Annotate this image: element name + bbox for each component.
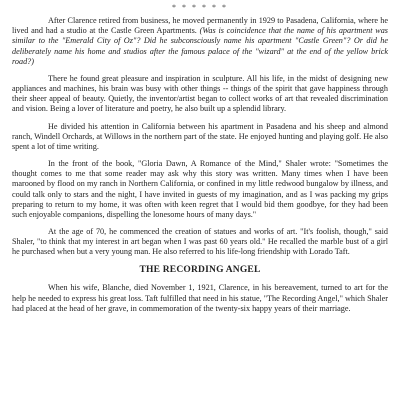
paragraph-gloria-dawn: In the front of the book, "Gloria Dawn, A Romance of the Mind," Shaler wrote: "Sometimes the thought comes to me that some reader may ask why this story was written. Many times when I have been marooned by flood on my ranch in Northern California, or confined in my little redwood bungalow by illness, and could talk only to stars and the night, I have invited in guests of my imagination, and as I was packing my grips preparing to return to my home, it was often with keen regret that I would bid them goodbye, for they had been such enjoyable companions, dispelling the lonesome hours of many days.": [12, 159, 388, 219]
paragraph-pasadena-text: After Clarence retired from business, he moved permanently in 1929 to Pasadena, California, where he lived and had a studio at the Castle Green Apartments.: [12, 16, 388, 36]
section-heading: THE RECORDING ANGEL: [139, 264, 261, 275]
paragraph-california-ranch: He divided his attention in California between his apartment in Pasadena and his sheep and almond ranch, Windell Orchards, at Willows in the northern part of the state. He enjoyed hunting and playing golf. He also spent a lot of time writing.: [12, 121, 388, 151]
paragraph-sculpture: There he found great pleasure and inspiration in sculpture. All his life, in the midst of designing new appliances and machines, his brain was busy with other things -- things of the spirit that gave happiness through their sheer appeal of beauty. Quietly, the inventor/artist began to collect works of art that revealed discrimination and vision. Being a lover of literature and poetry, he also built up a splendid library.: [12, 73, 388, 114]
castle-green-note: (Was is coincidence that the name of his apartment was similar to the "Emerald City of Oz"? Did he subconsciously name his apartment "Castle Green"? Or did he deliberately name his home and studios after the famous palace of the "wizard" at the end of the yellow brick road?): [12, 26, 388, 66]
paragraph-recording-angel: When his wife, Blanche, died November 1, 1921, Clarence, in his bereavement, turned to art for the help he needed to express his great loss. Taft fulfilled that need in his statue, "The Recording Angel," which Shaler had placed at the head of her grave, in commemoration of the twenty-six happy years of their marriage.: [12, 283, 388, 313]
section-ornament: * * * * * *: [172, 3, 228, 12]
paragraph-art-at-seventy: At the age of 70, he commenced the creation of statues and works of art. "It's foolish, though," said Shaler, "to think that my interest in art began when I was past 60 years old." He recalled the marble bust of a girl he purchased when but a very young man. He also referred to his life-long friendship with Lorado Taft.: [12, 227, 388, 257]
paragraph-pasadena-move: [12, 16, 388, 67]
